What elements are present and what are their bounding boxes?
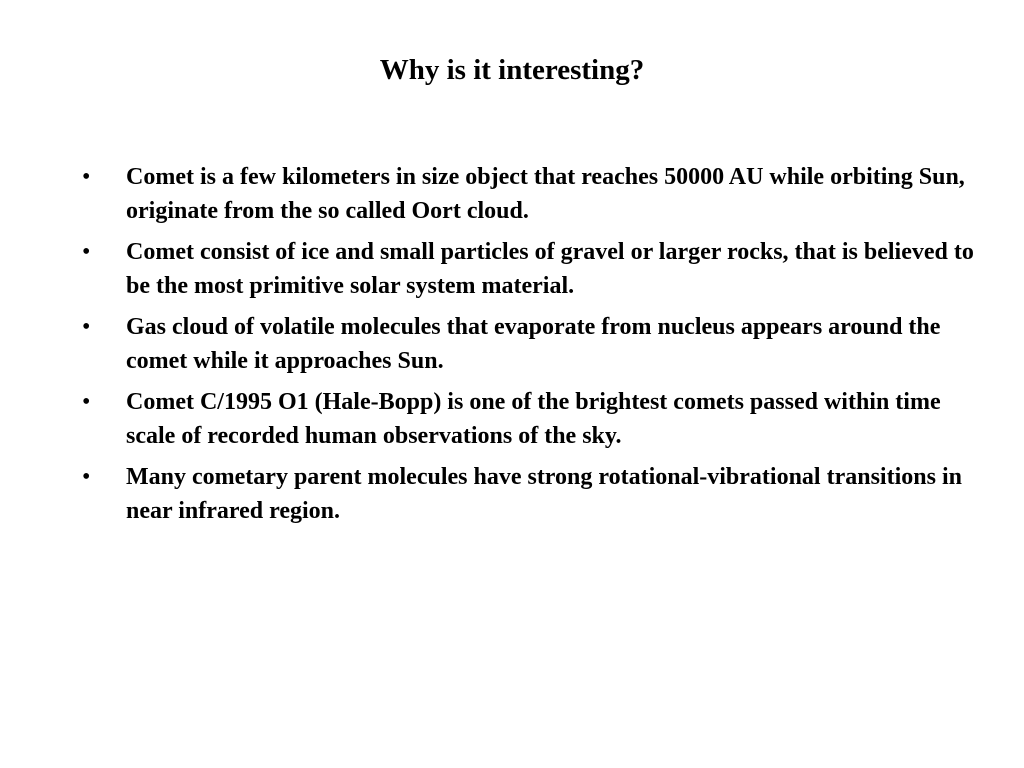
bullet-item-1 bbox=[78, 160, 978, 228]
bullet-marker-icon: • bbox=[82, 314, 91, 340]
bullet-marker-icon: • bbox=[82, 164, 91, 190]
bullet-marker-icon: • bbox=[82, 239, 91, 265]
slide-title: Why is it interesting? bbox=[379, 54, 645, 86]
bullet-item-3 bbox=[78, 310, 978, 378]
bullet-text: Comet C/1995 O1 (Hale-Bopp) is one of the brightest comets passed within time scale of recorded human observations of the sky. bbox=[126, 389, 941, 449]
bullet-text: Gas cloud of volatile molecules that evaporate from nucleus appears around the comet while it approaches Sun. bbox=[126, 314, 941, 374]
bullet-text: Comet consist of ice and small particles of gravel or larger rocks, that is believed to be the most primitive solar system material. bbox=[126, 239, 974, 299]
bullet-item-5 bbox=[78, 460, 978, 528]
bullet-text: Comet is a few kilometers in size object that reaches 50000 AU while orbiting Sun, originate from the so called Oort cloud. bbox=[126, 164, 965, 224]
bullet-marker-icon: • bbox=[82, 464, 91, 490]
bullet-item-4 bbox=[78, 385, 978, 453]
bullet-item-2 bbox=[78, 235, 978, 303]
bullet-text: Many cometary parent molecules have strong rotational-vibrational transitions in near infrared region. bbox=[126, 464, 962, 524]
bullet-marker-icon: • bbox=[82, 389, 91, 415]
bullet-list bbox=[78, 160, 978, 535]
